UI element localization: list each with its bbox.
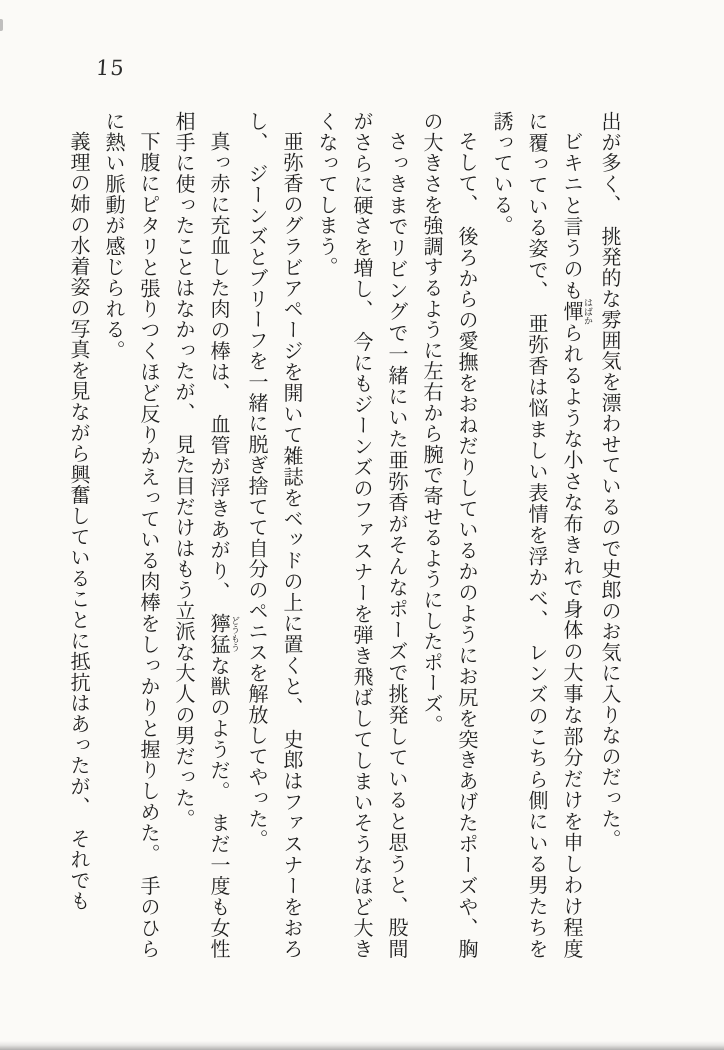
paragraph: 亜弥香のグラビアページを開いて雑誌をベッドの上に置くと、 史郎はファスナーをおろし、 ジーンズとブリーフを一緒に脱ぎ捨てて自分のペニスを解放してやった。	[245, 111, 304, 959]
paragraph: ビキニと言うのも憚はばかられるような小さな布きれで身体の大事な部分だけを申しわけ程度に覆っている姿で、 亜弥香は悩ましい表情を浮かべ、 レンズのこちら側にいる男たちを誘っている。	[490, 111, 592, 959]
scan-edge-speck	[0, 19, 3, 31]
page-bottom-scan-shadow	[0, 1041, 724, 1050]
page-number: 15	[95, 56, 126, 80]
paragraph: そして、 後ろからの愛撫をおねだりしているかのようにお尻を突きあげたポーズや、胸の大きさを強調するように左右から腕で寄せるようにしたポーズ。	[420, 111, 479, 959]
paragraph: 下腹にピタリと張りつくほど反りかえっている肉棒をしっかりと握りしめた。 手のひらに熱い脈動が感じられる。	[102, 111, 161, 959]
paragraph: さっきまでリビングで一緒にいた亜弥香がそんなポーズで挑発していると思うと、股間がさらに硬さを増し、 今にもジーンズのファスナーを弾き飛ばしてしまいそうなほど大きくなってしまう。	[315, 111, 409, 959]
furigana-ruby: 憚はばか	[560, 297, 592, 325]
furigana-ruby: 獰猛どうもう	[207, 613, 239, 656]
paragraph: 出が多く、 挑発的な雰囲気を漂わせているので史郎のお気に入りなのだった。	[598, 111, 622, 850]
paragraph: 義理の姉の水着姿の写真を見ながら興奮していることに抵抗はあったが、 それでも	[67, 131, 91, 912]
body-text	[67, 111, 627, 959]
paragraph: 真っ赤に充血した肉の棒は、 血管が浮きあがり、 獰猛どうもうな獣のようだ。 まだ一度も女性相手に使ったことはなかったが、 見た目だけはもう立派な大人の男だった。	[172, 111, 239, 959]
